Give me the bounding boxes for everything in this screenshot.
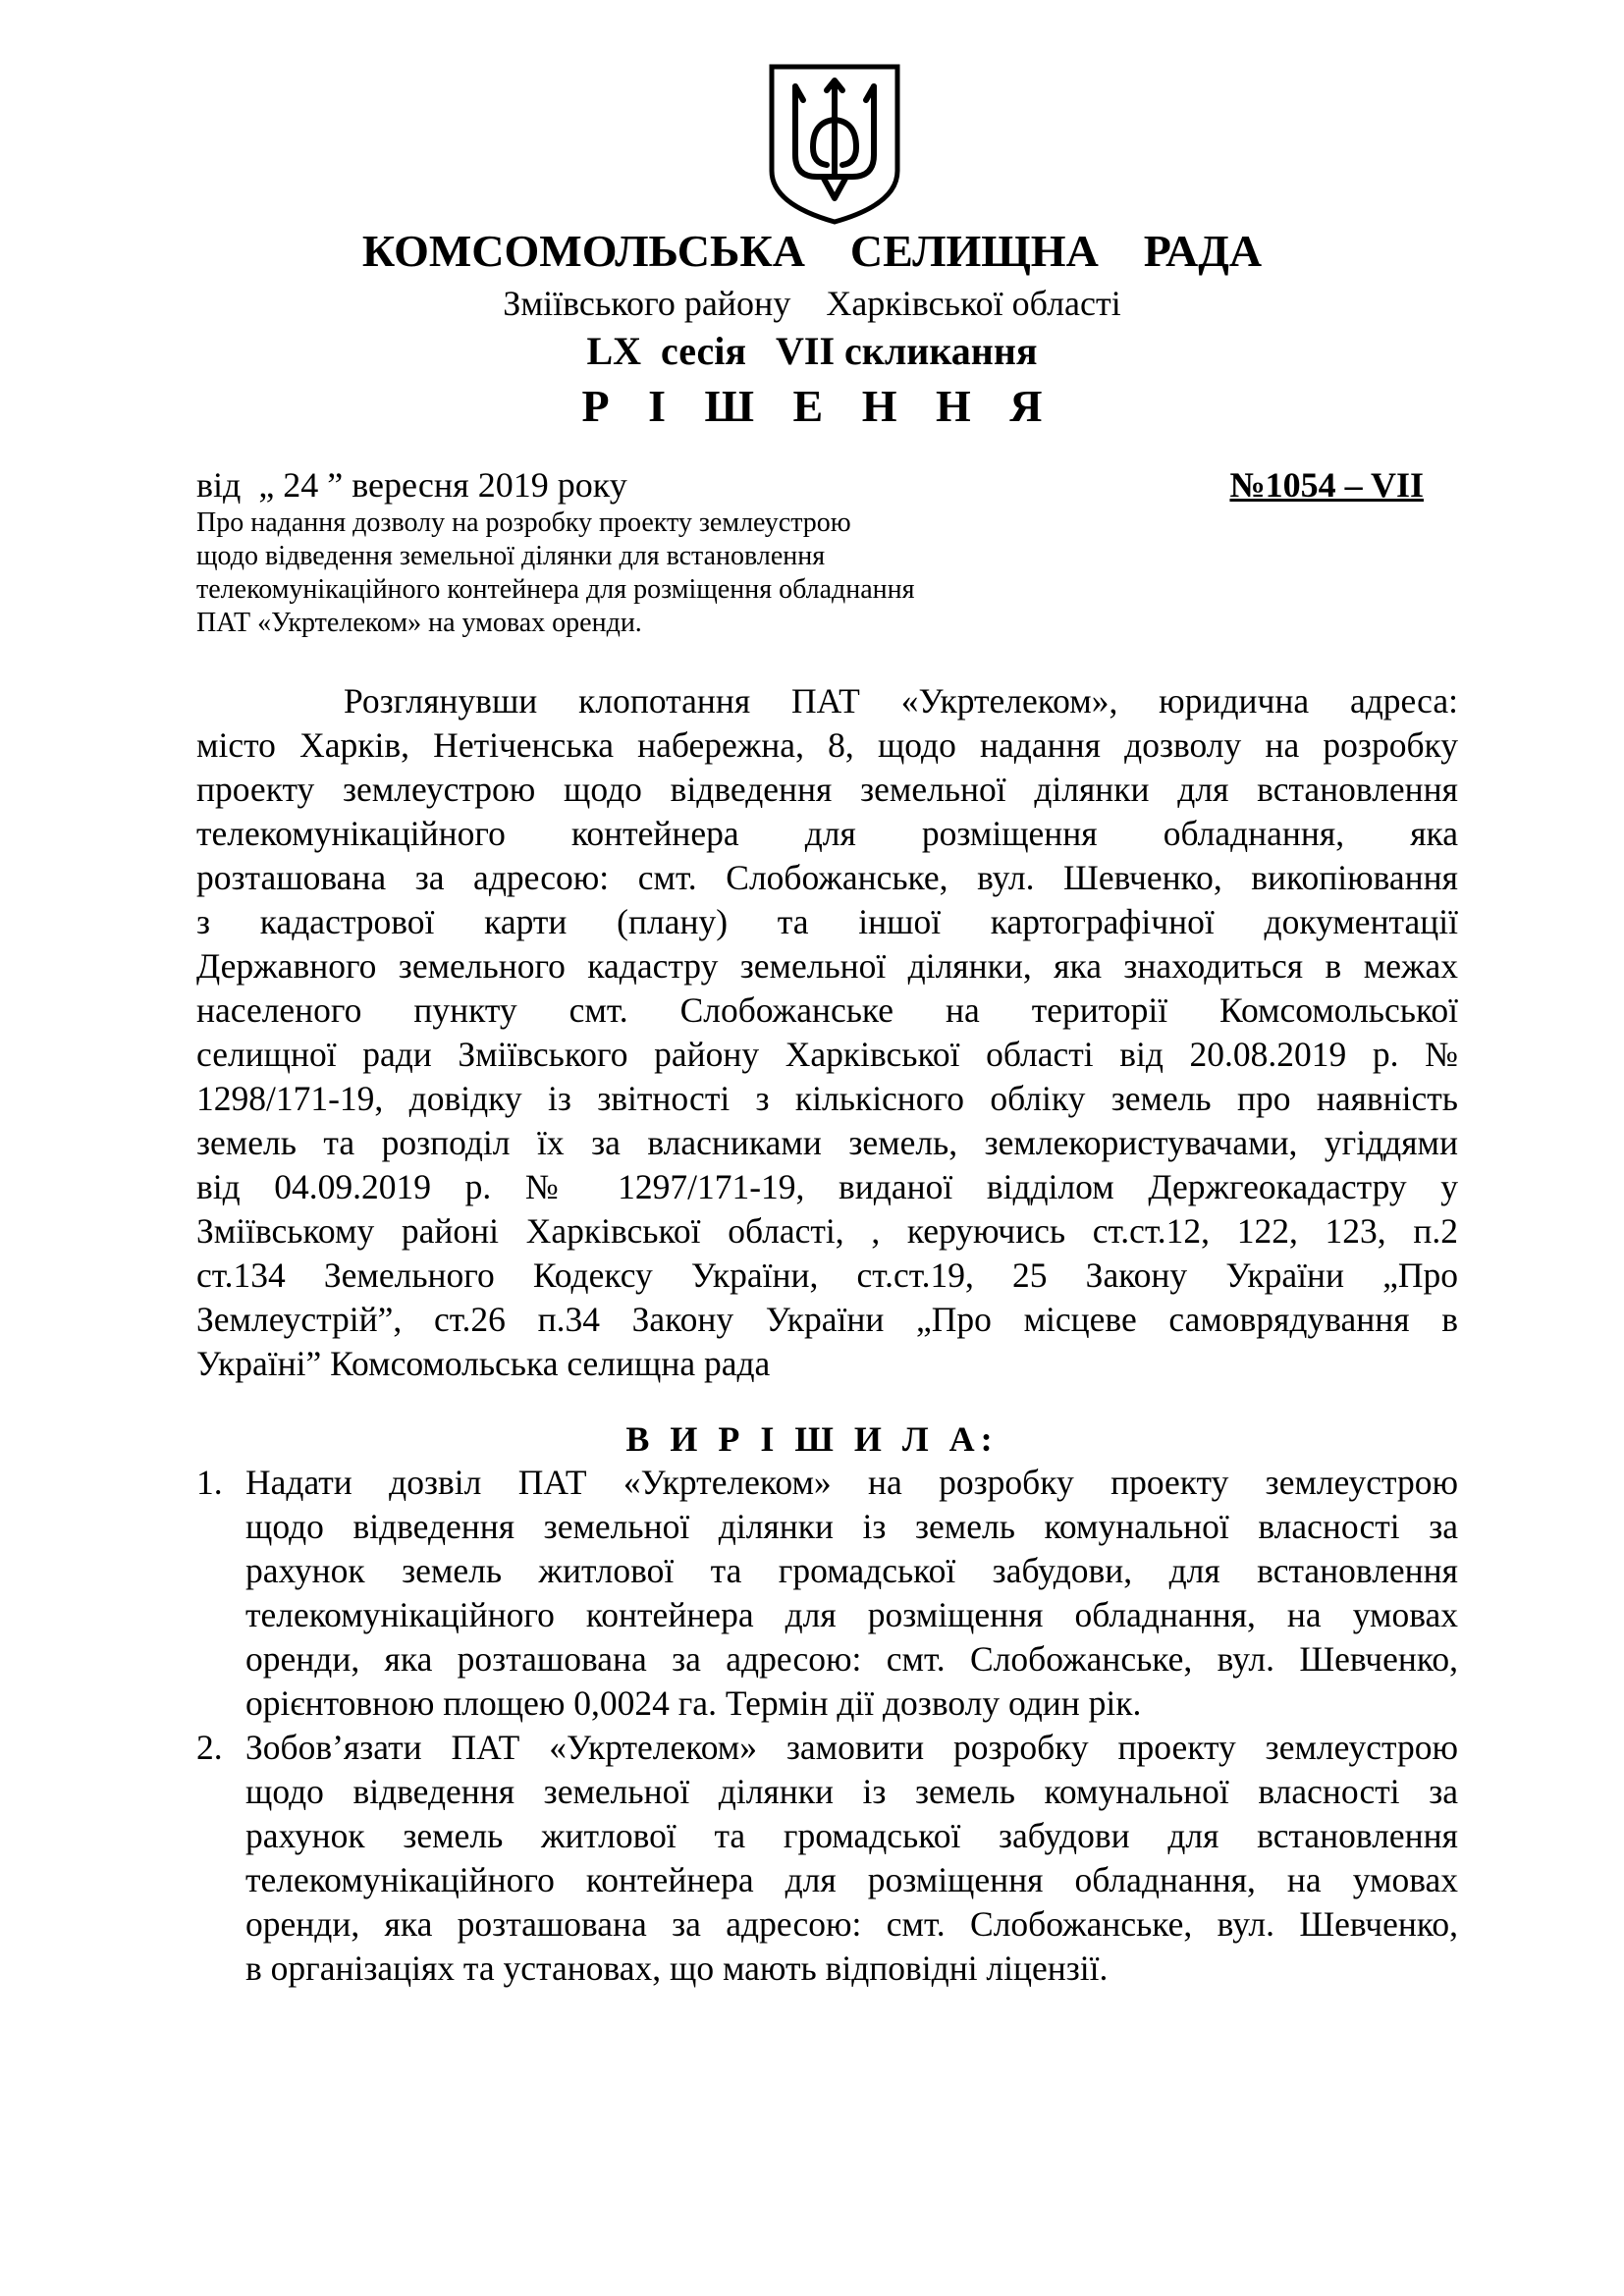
preamble-line: від 04.09.2019 р. № 1297/171-19, виданої відділом Держгеокадастру у (196, 1167, 1458, 1206)
decision-subject (196, 507, 1080, 640)
subject-line: щодо відведення земельної ділянки для встановлення (196, 541, 826, 571)
item-line: щодо відведення земельної ділянки із земель комунальної власності за (245, 1772, 1458, 1811)
item-line: орієнтовною площею 0,0024 га. Термін дії дозволу один рік. (245, 1683, 1142, 1723)
district-line: Зміївського району Харківської області (503, 284, 1121, 323)
item-line: телекомунікаційного контейнера для розміщення обладнання, на умовах (245, 1860, 1458, 1899)
session-line: LX сесія VII скликання (586, 329, 1038, 373)
decision-number: №1054 – VII (1229, 465, 1424, 505)
subject-line: Про надання дозволу на розробку проекту землеустрою (196, 507, 851, 538)
item-line: оренди, яка розташована за адресою: смт. Слобожанське, вул. Шевченко, (245, 1639, 1458, 1679)
date-number-row (196, 461, 1424, 508)
preamble-line: Землеустрій”, ст.26 п.34 Закону України „Про місцеве самоврядування в (196, 1300, 1458, 1339)
preamble-line: ст.134 Земельного Кодексу України, ст.ст.19, 25 Закону України „Про (196, 1255, 1458, 1295)
item-line: телекомунікаційного контейнера для розміщення обладнання, на умовах (245, 1595, 1458, 1634)
item-number: 1. (196, 1463, 223, 1502)
item-line: Надати дозвіл ПАТ «Укртелеком» на розробку проекту землеустрою (245, 1463, 1458, 1502)
preamble-line: населеного пункту смт. Слобожанське на території Комсомольської (196, 990, 1458, 1030)
preamble-line: місто Харків, Нетіченська набережна, 8, щодо надання дозволу на розробку (196, 725, 1458, 765)
preamble-line: земель та розподіл їх за власниками земель, землекористувачами, угіддями (196, 1123, 1458, 1162)
preamble-line: Зміївському районі Харківської області, , керуючись ст.ст.12, 122, 123, п.2 (196, 1211, 1458, 1251)
decision-date: від „ 24 ” вересня 2019 року (196, 465, 627, 505)
item-text (245, 1461, 1458, 1726)
preamble-paragraph (196, 679, 1458, 1386)
item-line: рахунок земель житлової та громадської забудови, для встановлення (245, 1551, 1458, 1590)
preamble-line: 1298/171-19, довідку із звітності з кількісного обліку земель про наявність (196, 1079, 1458, 1118)
item-line: щодо відведення земельної ділянки із земель комунальної власності за (245, 1507, 1458, 1546)
subject-line: телекомунікаційного контейнера для розміщення обладнання (196, 574, 915, 605)
item-line: Зобов’язати ПАТ «Укртелеком» замовити розробку проекту землеустрою (245, 1728, 1458, 1767)
subject-line: ПАТ «Укртелеком» на умовах оренди. (196, 608, 642, 638)
preamble-line: з кадастрової карти (плану) та іншої картографічної документації (196, 902, 1458, 941)
document-title: Р І Ш Е Н Н Я (581, 381, 1056, 431)
preamble-line: Державного земельного кадастру земельної ділянки, яка знаходиться в межах (196, 946, 1458, 986)
preamble-line: Розглянувши клопотання ПАТ «Укртелеком», юридична адреса: (344, 681, 1458, 721)
preamble-line: телекомунікаційного контейнера для розміщення обладнання, яка (196, 814, 1458, 853)
resolved-heading: В И Р І Ш И Л А: (625, 1419, 999, 1459)
preamble-line: проекту землеустрою щодо відведення земельної ділянки для встановлення (196, 770, 1458, 809)
preamble-line: Україні” Комсомольська селищна рада (196, 1344, 771, 1383)
trident-coat-of-arms-icon (766, 61, 903, 226)
preamble-line: розташована за адресою: смт. Слобожанське, вул. Шевченко, викопіювання (196, 858, 1458, 897)
decision-items (196, 1461, 1458, 1991)
decision-item (196, 1726, 1458, 1991)
item-line: оренди, яка розташована за адресою: смт. Слобожанське, вул. Шевченко, (245, 1904, 1458, 1944)
item-text (245, 1726, 1458, 1991)
preamble-line: селищної ради Зміївського району Харківської області від 20.08.2019 р. № (196, 1035, 1458, 1074)
decision-item (196, 1461, 1458, 1726)
item-line: в організаціях та установах, що мають відповідні ліцензії. (245, 1949, 1109, 1988)
council-name: КОМСОМОЛЬСЬКА СЕЛИЩНА РАДА (361, 226, 1263, 276)
item-number: 2. (196, 1728, 223, 1767)
item-line: рахунок земель житлової та громадської забудови для встановлення (245, 1816, 1458, 1855)
